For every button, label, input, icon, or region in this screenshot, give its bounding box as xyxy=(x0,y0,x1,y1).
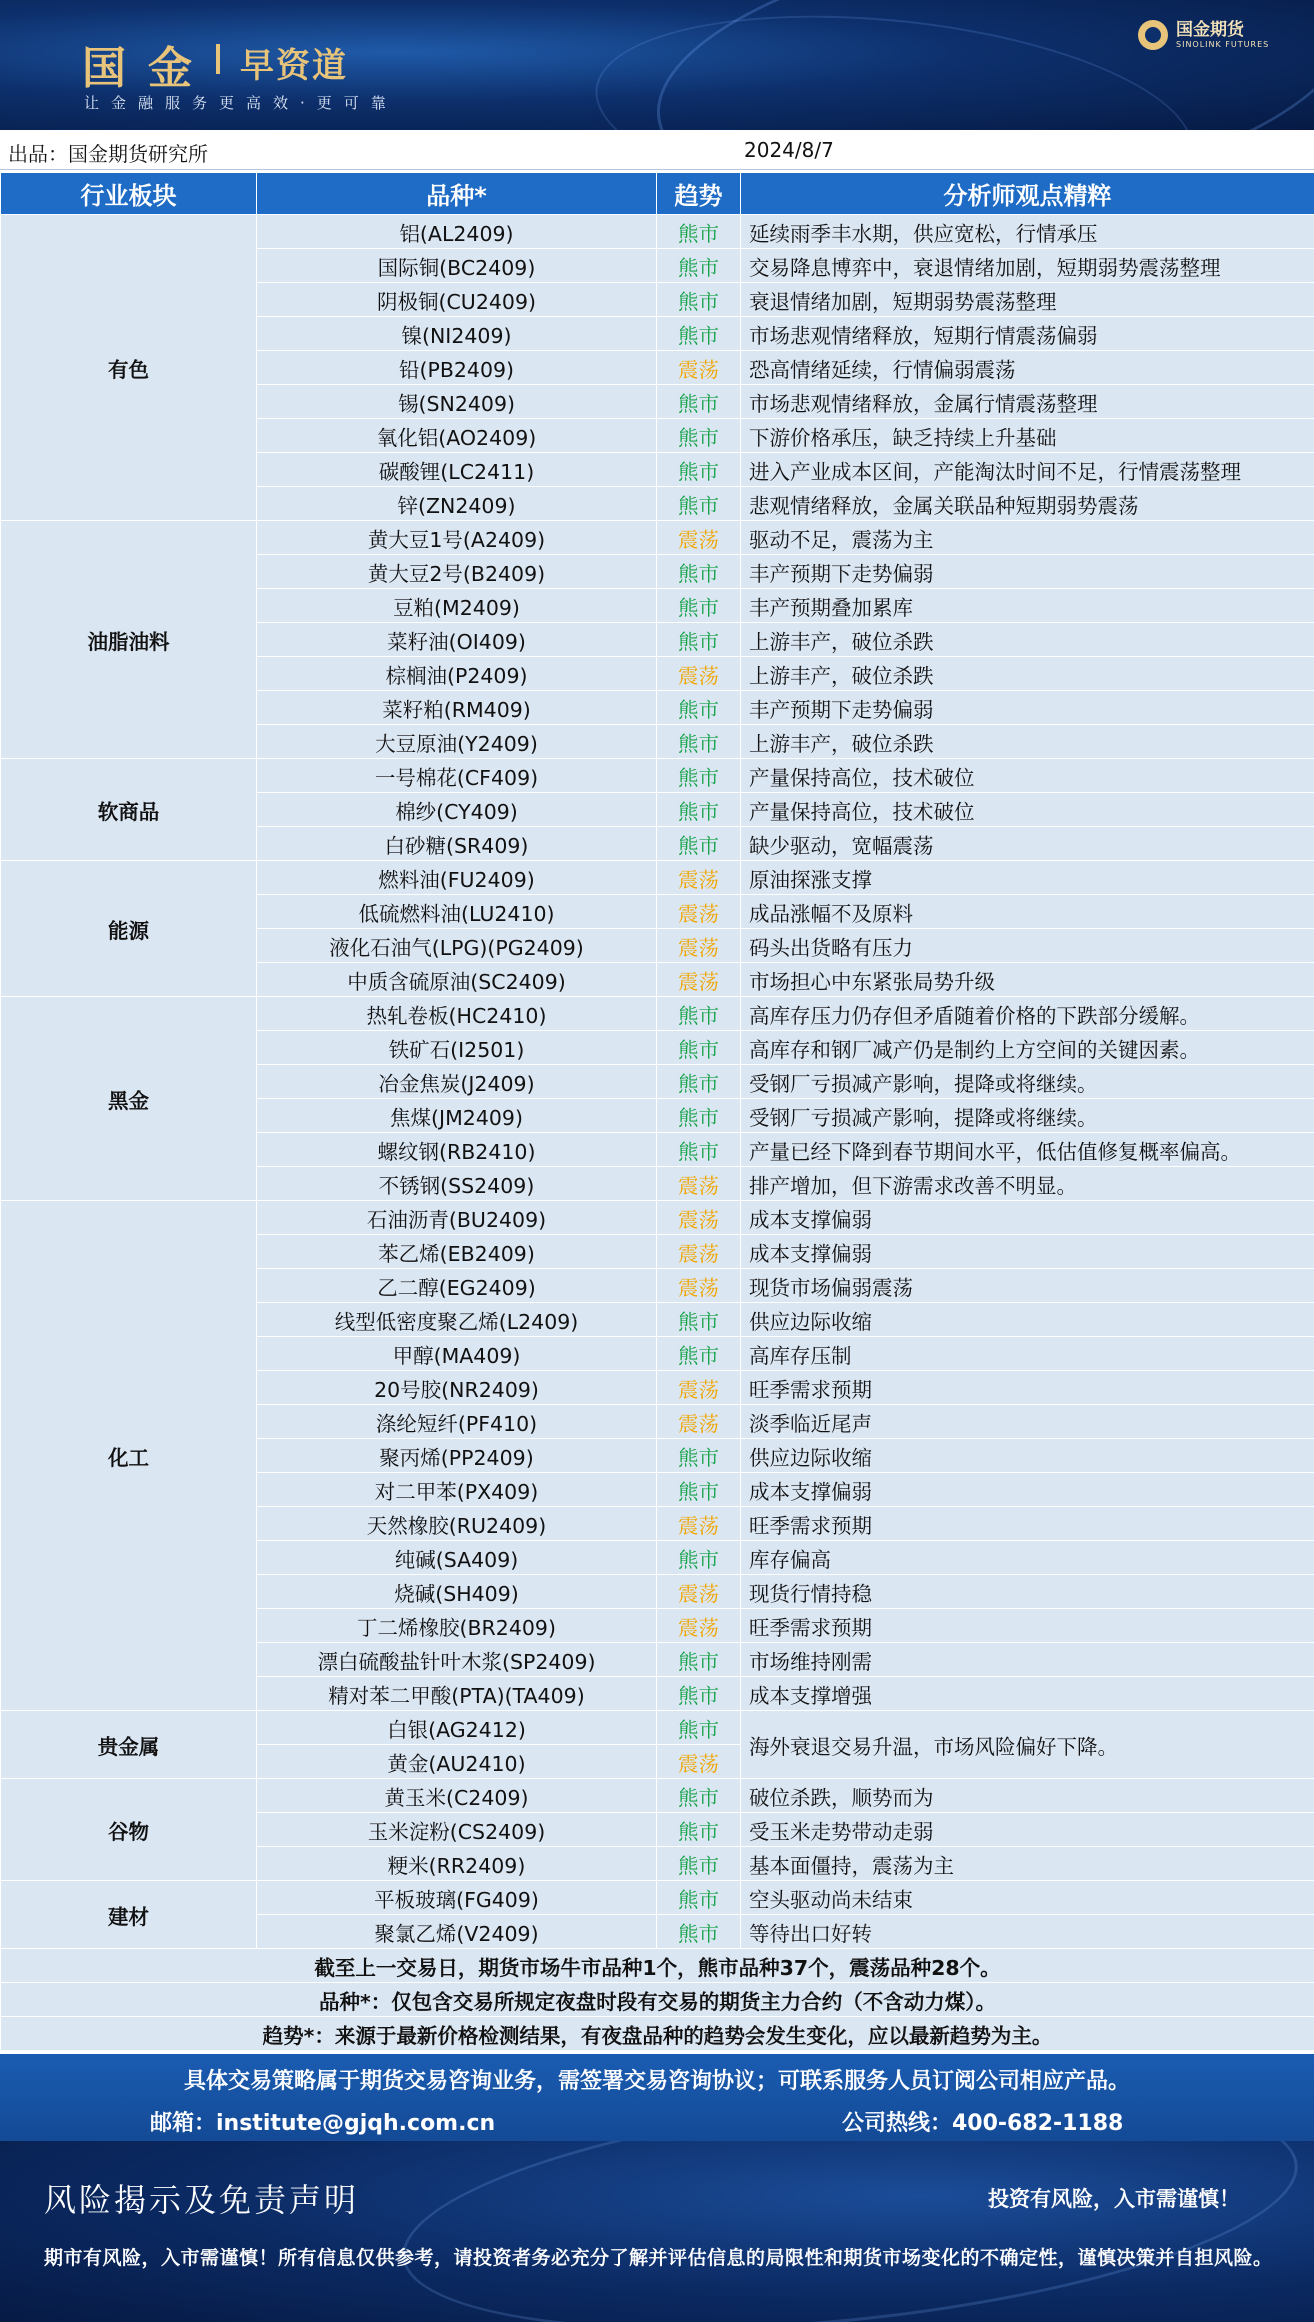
trend-cell: 震荡 xyxy=(657,1405,741,1439)
view-cell: 现货市场偏弱震荡 xyxy=(741,1269,1314,1303)
view-cell: 成本支撑偏弱 xyxy=(741,1235,1314,1269)
table-row xyxy=(1,861,1314,895)
view-cell: 进入产业成本区间，产能淘汰时间不足，行情震荡整理 xyxy=(741,453,1314,487)
variety-cell: 液化石油气(LPG)(PG2409) xyxy=(257,929,657,963)
trend-cell: 熊市 xyxy=(657,1847,741,1881)
trend-cell: 熊市 xyxy=(657,1473,741,1507)
summary-line: 截至上一交易日，期货市场牛市品种1个，熊市品种37个，震荡品种28个。 xyxy=(1,1949,1314,1983)
table-row xyxy=(1,1779,1314,1813)
view-cell: 排产增加，但下游需求改善不明显。 xyxy=(741,1167,1314,1201)
variety-cell: 苯乙烯(EB2409) xyxy=(257,1235,657,1269)
variety-cell: 燃料油(FU2409) xyxy=(257,861,657,895)
trend-cell: 熊市 xyxy=(657,283,741,317)
view-cell: 延续雨季丰水期，供应宽松，行情承压 xyxy=(741,215,1314,249)
contact-email[interactable]: 邮箱：institute@gjqh.com.cn xyxy=(150,2111,496,2136)
view-cell: 码头出货略有压力 xyxy=(741,929,1314,963)
variety-cell: 热轧卷板(HC2410) xyxy=(257,997,657,1031)
variety-cell: 白银(AG2412) xyxy=(257,1711,657,1745)
variety-cell: 焦煤(JM2409) xyxy=(257,1099,657,1133)
sector-cell: 谷物 xyxy=(1,1779,257,1881)
trend-cell: 震荡 xyxy=(657,895,741,929)
view-cell: 成本支撑增强 xyxy=(741,1677,1314,1711)
variety-cell: 不锈钢(SS2409) xyxy=(257,1167,657,1201)
sector-cell: 建材 xyxy=(1,1881,257,1949)
disclaimer-title: 风险揭示及免责声明 xyxy=(44,2181,360,2219)
view-cell: 交易降息博弈中，衰退情绪加剧，短期弱势震荡整理 xyxy=(741,249,1314,283)
view-cell: 丰产预期下走势偏弱 xyxy=(741,691,1314,725)
trend-cell: 震荡 xyxy=(657,929,741,963)
col-header-view: 分析师观点精粹 xyxy=(741,173,1314,215)
variety-cell: 聚丙烯(PP2409) xyxy=(257,1439,657,1473)
trend-cell: 熊市 xyxy=(657,1439,741,1473)
variety-cell: 棕榈油(P2409) xyxy=(257,657,657,691)
consulting-notice: 具体交易策略属于期货交易咨询业务，需签署交易咨询协议；可联系服务人员订阅公司相应产品。 xyxy=(183,2069,1130,2094)
trend-cell: 熊市 xyxy=(657,453,741,487)
variety-cell: 丁二烯橡胶(BR2409) xyxy=(257,1609,657,1643)
table-row xyxy=(1,215,1314,249)
variety-cell: 菜籽油(OI409) xyxy=(257,623,657,657)
variety-cell: 中质含硫原油(SC2409) xyxy=(257,963,657,997)
trend-cell: 震荡 xyxy=(657,1575,741,1609)
sector-cell: 黑金 xyxy=(1,997,257,1201)
sector-cell: 油脂油料 xyxy=(1,521,257,759)
variety-cell: 螺纹钢(RB2410) xyxy=(257,1133,657,1167)
corp-en: SINOLINK FUTURES xyxy=(1176,40,1270,49)
table-row xyxy=(1,997,1314,1031)
table-row xyxy=(1,1881,1314,1915)
contact-hotline[interactable]: 公司热线：400-682-1188 xyxy=(842,2111,1124,2136)
view-cell: 恐高情绪延续，行情偏弱震荡 xyxy=(741,351,1314,385)
view-cell: 供应边际收缩 xyxy=(741,1303,1314,1337)
table-row xyxy=(1,521,1314,555)
view-cell: 海外衰退交易升温，市场风险偏好下降。 xyxy=(741,1711,1314,1779)
summary-row xyxy=(1,2017,1314,2051)
variety-cell: 国际铜(BC2409) xyxy=(257,249,657,283)
trend-cell: 熊市 xyxy=(657,1643,741,1677)
table-header-row xyxy=(1,173,1314,215)
brand-slogan: 让金融服务更高效·更可靠 xyxy=(84,94,398,112)
trend-cell: 熊市 xyxy=(657,1065,741,1099)
view-cell: 旺季需求预期 xyxy=(741,1371,1314,1405)
col-header-trend: 趋势 xyxy=(657,173,741,215)
trend-cell: 震荡 xyxy=(657,1269,741,1303)
trend-cell: 熊市 xyxy=(657,419,741,453)
variety-cell: 线型低密度聚乙烯(L2409) xyxy=(257,1303,657,1337)
disclaimer-panel xyxy=(0,2141,1314,2322)
view-cell: 上游丰产，破位杀跌 xyxy=(741,623,1314,657)
variety-cell: 平板玻璃(FG409) xyxy=(257,1881,657,1915)
variety-cell: 一号棉花(CF409) xyxy=(257,759,657,793)
trend-cell: 震荡 xyxy=(657,1371,741,1405)
trend-cell: 震荡 xyxy=(657,1507,741,1541)
variety-cell: 黄玉米(C2409) xyxy=(257,1779,657,1813)
trend-cell: 熊市 xyxy=(657,1677,741,1711)
summary-row xyxy=(1,1949,1314,1983)
variety-cell: 大豆原油(Y2409) xyxy=(257,725,657,759)
variety-cell: 聚氯乙烯(V2409) xyxy=(257,1915,657,1949)
variety-cell: 对二甲苯(PX409) xyxy=(257,1473,657,1507)
view-cell: 产量保持高位，技术破位 xyxy=(741,793,1314,827)
view-cell: 库存偏高 xyxy=(741,1541,1314,1575)
variety-cell: 冶金焦炭(J2409) xyxy=(257,1065,657,1099)
view-cell: 基本面僵持，震荡为主 xyxy=(741,1847,1314,1881)
summary-line: 趋势*：来源于最新价格检测结果，有夜盘品种的趋势会发生变化，应以最新趋势为主。 xyxy=(1,2017,1314,2051)
trend-cell: 震荡 xyxy=(657,657,741,691)
view-cell: 产量已经下降到春节期间水平，低估值修复概率偏高。 xyxy=(741,1133,1314,1167)
trend-cell: 熊市 xyxy=(657,997,741,1031)
view-cell: 高库存和钢厂减产仍是制约上方空间的关键因素。 xyxy=(741,1031,1314,1065)
variety-cell: 铁矿石(I2501) xyxy=(257,1031,657,1065)
variety-cell: 氧化铝(AO2409) xyxy=(257,419,657,453)
variety-cell: 石油沥青(BU2409) xyxy=(257,1201,657,1235)
trend-cell: 熊市 xyxy=(657,1133,741,1167)
variety-cell: 低硫燃料油(LU2410) xyxy=(257,895,657,929)
trend-cell: 熊市 xyxy=(657,725,741,759)
trend-cell: 震荡 xyxy=(657,521,741,555)
sector-cell: 化工 xyxy=(1,1201,257,1711)
view-cell: 受钢厂亏损减产影响，提降或将继续。 xyxy=(741,1099,1314,1133)
variety-cell: 黄大豆1号(A2409) xyxy=(257,521,657,555)
trend-cell: 震荡 xyxy=(657,963,741,997)
col-header-variety: 品种* xyxy=(257,173,657,215)
contact-panel xyxy=(0,2054,1314,2141)
view-cell: 高库存压力仍存但矛盾随着价格的下跌部分缓解。 xyxy=(741,997,1314,1031)
trend-cell: 震荡 xyxy=(657,1235,741,1269)
variety-cell: 天然橡胶(RU2409) xyxy=(257,1507,657,1541)
trend-cell: 熊市 xyxy=(657,1303,741,1337)
trend-cell: 熊市 xyxy=(657,249,741,283)
view-cell: 驱动不足，震荡为主 xyxy=(741,521,1314,555)
risk-warning: 投资有风险，入市需谨慎！ xyxy=(988,2187,1240,2211)
view-cell: 现货行情持稳 xyxy=(741,1575,1314,1609)
view-cell: 下游价格承压，缺乏持续上升基础 xyxy=(741,419,1314,453)
view-cell: 破位杀跌，顺势而为 xyxy=(741,1779,1314,1813)
brand-logo: 国金 xyxy=(82,43,214,94)
variety-cell: 黄大豆2号(B2409) xyxy=(257,555,657,589)
view-cell: 旺季需求预期 xyxy=(741,1609,1314,1643)
view-cell: 成本支撑偏弱 xyxy=(741,1201,1314,1235)
brand-divider xyxy=(216,44,220,74)
trend-cell: 熊市 xyxy=(657,759,741,793)
trend-cell: 熊市 xyxy=(657,691,741,725)
variety-cell: 甲醇(MA409) xyxy=(257,1337,657,1371)
trend-cell: 熊市 xyxy=(657,1779,741,1813)
trend-cell: 震荡 xyxy=(657,1745,741,1779)
trend-cell: 熊市 xyxy=(657,1711,741,1745)
view-cell: 市场悲观情绪释放，短期行情震荡偏弱 xyxy=(741,317,1314,351)
variety-cell: 豆粕(M2409) xyxy=(257,589,657,623)
report-date: 2024/8/7 xyxy=(744,138,834,162)
view-cell: 缺少驱动，宽幅震荡 xyxy=(741,827,1314,861)
view-cell: 市场担心中东紧张局势升级 xyxy=(741,963,1314,997)
trend-cell: 熊市 xyxy=(657,1099,741,1133)
trend-cell: 震荡 xyxy=(657,1609,741,1643)
variety-cell: 菜籽粕(RM409) xyxy=(257,691,657,725)
trend-cell: 震荡 xyxy=(657,1201,741,1235)
trend-cell: 震荡 xyxy=(657,1167,741,1201)
variety-cell: 碳酸锂(LC2411) xyxy=(257,453,657,487)
trend-cell: 熊市 xyxy=(657,487,741,521)
sector-cell: 软商品 xyxy=(1,759,257,861)
variety-cell: 铅(PB2409) xyxy=(257,351,657,385)
corp-mark-icon xyxy=(1138,20,1168,50)
view-cell: 受钢厂亏损减产影响，提降或将继续。 xyxy=(741,1065,1314,1099)
view-cell: 衰退情绪加剧，短期弱势震荡整理 xyxy=(741,283,1314,317)
variety-cell: 涤纶短纤(PF410) xyxy=(257,1405,657,1439)
decorative-swirl xyxy=(391,2141,1309,2322)
view-cell: 上游丰产，破位杀跌 xyxy=(741,657,1314,691)
source-row xyxy=(0,130,1314,170)
trend-cell: 熊市 xyxy=(657,1915,741,1949)
variety-cell: 粳米(RR2409) xyxy=(257,1847,657,1881)
trend-cell: 震荡 xyxy=(657,351,741,385)
view-cell: 悲观情绪释放，金属关联品种短期弱势震荡 xyxy=(741,487,1314,521)
sector-cell: 能源 xyxy=(1,861,257,997)
sector-cell: 贵金属 xyxy=(1,1711,257,1779)
table-row xyxy=(1,1711,1314,1745)
col-header-sector: 行业板块 xyxy=(1,173,257,215)
view-cell: 高库存压制 xyxy=(741,1337,1314,1371)
view-cell: 旺季需求预期 xyxy=(741,1507,1314,1541)
trend-cell: 熊市 xyxy=(657,1881,741,1915)
view-cell: 原油探涨支撑 xyxy=(741,861,1314,895)
view-cell: 丰产预期下走势偏弱 xyxy=(741,555,1314,589)
variety-cell: 黄金(AU2410) xyxy=(257,1745,657,1779)
variety-cell: 乙二醇(EG2409) xyxy=(257,1269,657,1303)
variety-cell: 镍(NI2409) xyxy=(257,317,657,351)
trend-cell: 熊市 xyxy=(657,555,741,589)
summary-row xyxy=(1,1983,1314,2017)
table-row xyxy=(1,1201,1314,1235)
trend-cell: 熊市 xyxy=(657,1813,741,1847)
view-cell: 成品涨幅不及原料 xyxy=(741,895,1314,929)
corp-logo xyxy=(1138,20,1269,50)
trend-cell: 熊市 xyxy=(657,793,741,827)
variety-cell: 白砂糖(SR409) xyxy=(257,827,657,861)
variety-cell: 烧碱(SH409) xyxy=(257,1575,657,1609)
variety-cell: 锌(ZN2409) xyxy=(257,487,657,521)
view-cell: 成本支撑偏弱 xyxy=(741,1473,1314,1507)
variety-cell: 铝(AL2409) xyxy=(257,215,657,249)
variety-cell: 锡(SN2409) xyxy=(257,385,657,419)
brand-subtitle: 早资道 xyxy=(240,46,348,86)
trend-cell: 熊市 xyxy=(657,589,741,623)
trend-cell: 震荡 xyxy=(657,861,741,895)
trend-cell: 熊市 xyxy=(657,1031,741,1065)
trend-cell: 熊市 xyxy=(657,1541,741,1575)
view-cell: 上游丰产，破位杀跌 xyxy=(741,725,1314,759)
header-banner xyxy=(0,0,1314,130)
futures-trend-table xyxy=(0,172,1314,2051)
variety-cell: 漂白硫酸盐针叶木浆(SP2409) xyxy=(257,1643,657,1677)
corp-name: 国金期货 xyxy=(1176,20,1244,40)
view-cell: 产量保持高位，技术破位 xyxy=(741,759,1314,793)
view-cell: 等待出口好转 xyxy=(741,1915,1314,1949)
variety-cell: 20号胶(NR2409) xyxy=(257,1371,657,1405)
view-cell: 市场悲观情绪释放，金属行情震荡整理 xyxy=(741,385,1314,419)
trend-cell: 熊市 xyxy=(657,623,741,657)
variety-cell: 玉米淀粉(CS2409) xyxy=(257,1813,657,1847)
variety-cell: 纯碱(SA409) xyxy=(257,1541,657,1575)
trend-cell: 熊市 xyxy=(657,827,741,861)
table-row xyxy=(1,759,1314,793)
trend-cell: 熊市 xyxy=(657,385,741,419)
trend-cell: 熊市 xyxy=(657,1337,741,1371)
view-cell: 市场维持刚需 xyxy=(741,1643,1314,1677)
variety-cell: 阴极铜(CU2409) xyxy=(257,283,657,317)
summary-line: 品种*：仅包含交易所规定夜盘时段有交易的期货主力合约（不含动力煤）。 xyxy=(1,1983,1314,2017)
trend-cell: 熊市 xyxy=(657,215,741,249)
view-cell: 淡季临近尾声 xyxy=(741,1405,1314,1439)
trend-cell: 熊市 xyxy=(657,317,741,351)
view-cell: 空头驱动尚未结束 xyxy=(741,1881,1314,1915)
disclaimer-body: 期市有风险，入市需谨慎！所有信息仅供参考，请投资者务必充分了解并评估信息的局限性和期货市场变化的不确定性，谨慎决策并自担风险。 xyxy=(44,2247,1273,2269)
view-cell: 丰产预期叠加累库 xyxy=(741,589,1314,623)
sector-cell: 有色 xyxy=(1,215,257,521)
view-cell: 供应边际收缩 xyxy=(741,1439,1314,1473)
view-cell: 受玉米走势带动走弱 xyxy=(741,1813,1314,1847)
variety-cell: 棉纱(CY409) xyxy=(257,793,657,827)
source-label: 出品：国金期货研究所 xyxy=(8,142,208,166)
variety-cell: 精对苯二甲酸(PTA)(TA409) xyxy=(257,1677,657,1711)
